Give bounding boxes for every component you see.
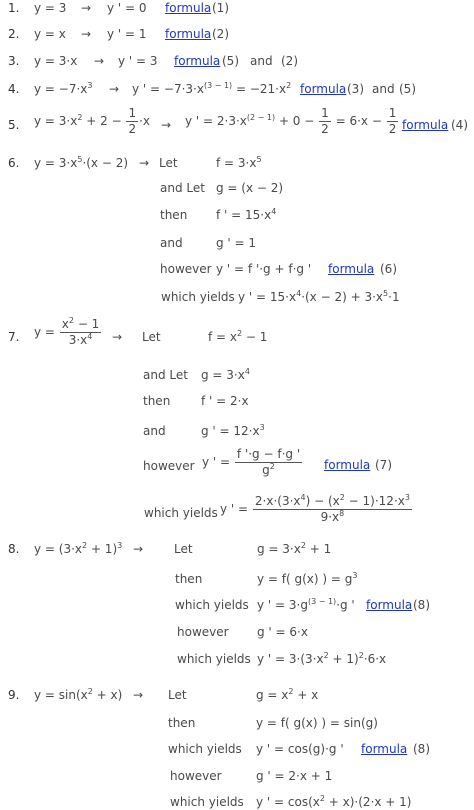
formula-reference: (7) [375,458,392,472]
arrow: → [81,27,92,41]
step-expression: g = (x − 2) [216,181,284,195]
step-expression: y ' = $15\cdot x^4\cdot(x - 2) + 3\cdot x^5\cdot 1$ [238,289,400,304]
formula-reference: (1) [212,1,229,15]
formula-reference: (5) [399,82,416,96]
item-number: 7. [8,330,20,344]
item-number: 1. [8,1,20,15]
step-label: which yields [144,506,218,520]
formula-link[interactable]: formula [402,118,449,132]
step-label: which yields [175,598,249,612]
fraction: $\frac{1}{2}$ [128,106,137,136]
step-expression: y = f( g(x) ) = $g^3$ [257,571,358,586]
step-label: then [168,716,196,730]
step-label: which yields [161,290,235,304]
step-label: however [177,625,229,639]
step-expression: y = f( g(x) ) = sin(g) [256,716,378,730]
item-number: 5. [8,118,20,132]
arrow: → [139,156,150,170]
step-expression: y ' = $3\cdot(3\cdot x^2 + 1)^2\cdot 6\cdot x$ [257,651,387,666]
step-label: however [160,262,212,276]
fraction: $\frac{1}{2}$ [388,106,397,136]
arrow: → [133,542,144,556]
step-label: however [170,769,222,783]
step-expression: y ' = $\cos(x^2 + x)\cdot(2\cdot x + 1)$ [256,794,412,809]
step-expression: y ' = f '·g + f·g ' [216,262,312,276]
step-expression: y ' = cos(g)·g ' [256,742,344,756]
arrow: → [112,330,123,344]
function-expression: y = 3 [34,1,67,15]
step-expression: $g = 3\cdot x^4$ [201,367,250,382]
arrow: → [81,1,92,15]
arrow: → [94,54,105,68]
step-label: however [143,459,195,473]
function-expression: y = 3·x [34,54,78,68]
formula-reference: (6) [380,262,397,276]
formula-reference: (8) [413,598,430,612]
formula-link[interactable]: formula [361,742,408,756]
formula-reference: (2) [212,27,229,41]
formula-reference: (8) [413,742,430,756]
derivative-expression: y ' = $2\cdot 3\cdot x^{(2 - 1)} + 0$ − $\frac{1}{2}$ = 6·x − $\frac{1}{2}$ [185,106,397,136]
formula-link[interactable]: formula [366,598,413,612]
step-expression: y ' = $\frac{f '\cdot g - f\cdot g '}{g^2}$ [202,447,301,477]
derivative-expression: y ' = 3 [118,54,158,68]
derivative-expression: y ' = $-7\cdot 3\cdot x^{(3 - 1)} = -21\cdot x^2$ [132,81,292,96]
arrow: → [109,82,120,96]
fraction: $\frac{f '\cdot g - f\cdot g '}{g^2}$ [236,447,301,477]
step-label: Let [159,156,178,170]
formula-reference: (4) [451,118,468,132]
item-number: 9. [8,688,20,702]
and-word: and [372,82,395,96]
derivative-expression: y ' = 1 [107,27,147,41]
function-expression: y = $\frac{x^2 - 1}{3\cdot x^4}$ [34,316,100,347]
item-number: 6. [8,156,20,170]
function-expression: $y = -7\cdot x^3$ [34,81,93,96]
step-expression: g ' = $12\cdot x^3$ [201,423,265,438]
step-expression: $g = 3\cdot x^2 + 1$ [257,541,332,556]
step-label: Let [142,330,161,344]
step-label: Let [174,542,193,556]
function-expression: $y = (3\cdot x^2 + 1)^3$ [34,541,123,556]
fraction: $\frac{2\cdot x\cdot(3\cdot x^4) - (x^2 - 1)\cdot 12\cdot x^3}{9\cdot x^8}$ [254,493,410,524]
step-expression: g ' = 6·x [257,625,308,639]
step-expression: y ' = $\frac{2\cdot x\cdot(3\cdot x^4) - (x^2 - 1)\cdot 12\cdot x^3}{9\cdot x^8}$ [220,493,410,524]
step-label: and [160,236,183,250]
step-expression: $g = x^2 + x$ [256,687,319,702]
item-number: 8. [8,542,20,556]
formula-link[interactable]: formula [165,1,212,15]
formula-link[interactable]: formula [300,82,347,96]
step-label: and Let [160,181,205,195]
arrow: → [133,688,144,702]
step-label: then [143,394,171,408]
step-label: then [175,572,203,586]
and-word: and [250,54,273,68]
formula-link[interactable]: formula [174,54,221,68]
item-number: 3. [8,54,20,68]
step-expression: g ' = 1 [216,236,257,250]
step-label: which yields [177,652,251,666]
item-number: 2. [8,27,20,41]
function-expression: $y = \sin(x^2 + x)$ [34,687,123,702]
formula-link[interactable]: formula [324,458,371,472]
formula-reference: (5) [222,54,239,68]
step-expression: g ' = 2·x + 1 [256,769,333,783]
derivative-expression: y ' = 0 [107,1,147,15]
step-label: which yields [170,795,244,809]
step-expression: $f = 3\cdot x^5$ [216,155,262,170]
formula-reference: (2) [281,54,298,68]
step-expression: f ' = 2·x [201,394,249,408]
function-expression: $y = 3\cdot x^5\cdot(x - 2)$ [34,155,129,170]
step-label: and Let [143,368,188,382]
formula-link[interactable]: formula [165,27,212,41]
formula-link[interactable]: formula [328,262,375,276]
step-label: and [143,424,166,438]
step-label: Let [168,688,187,702]
item-number: 4. [8,82,20,96]
step-expression: f ' = $15\cdot x^4$ [216,207,277,222]
step-label: then [160,208,188,222]
function-expression: $y = 3\cdot x^2 + 2$ − $\frac{1}{2}$ ·x [34,106,151,136]
function-expression: y = x [34,27,66,41]
step-expression: $f = x^2 - 1$ [208,329,268,344]
formula-reference: (3) [347,82,364,96]
step-label: which yields [168,742,242,756]
arrow: → [161,118,172,132]
fraction: $\frac{1}{2}$ [321,106,329,136]
step-expression: y ' = $3\cdot g^{(3 - 1)}\cdot g$ ' [257,597,355,612]
fraction: $\frac{x^2 - 1}{3\cdot x^4}$ [61,316,100,347]
